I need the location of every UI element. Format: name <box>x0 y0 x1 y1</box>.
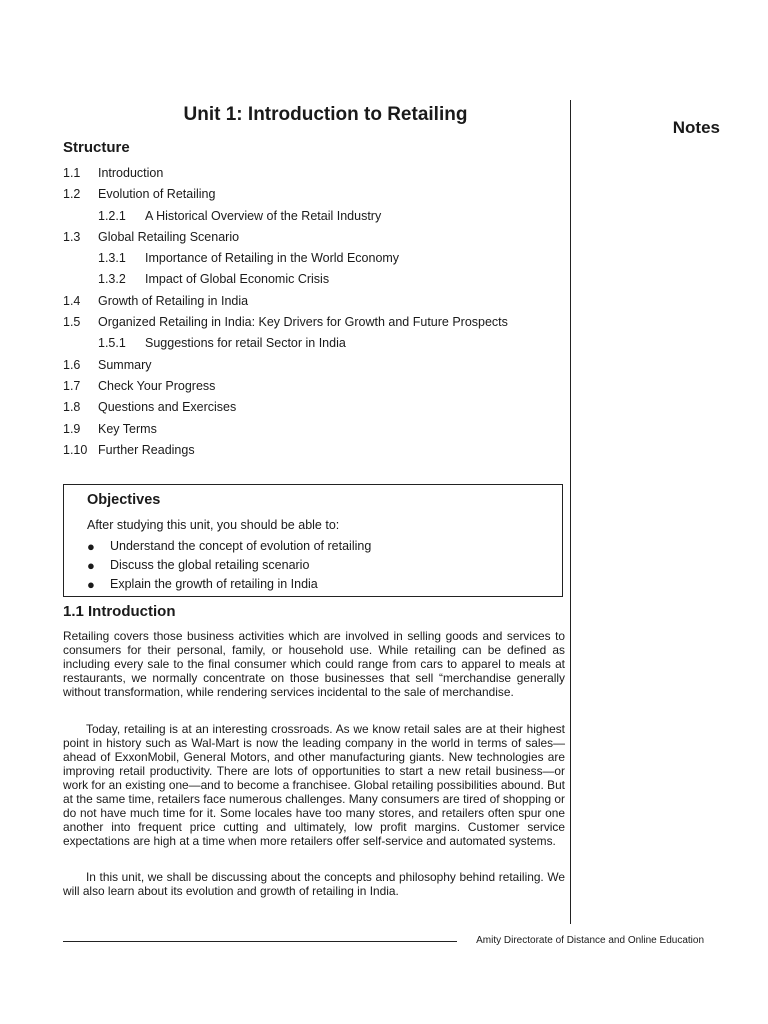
toc-number: 1.7 <box>63 378 81 393</box>
objective-text: Understand the concept of evolution of retailing <box>110 539 372 553</box>
objective-text: Explain the growth of retailing in India <box>110 577 318 591</box>
toc-number: 1.9 <box>63 421 81 436</box>
paragraph: Retailing covers those business activities which are involved in selling goods and services to consumers for their personal, family, or household use. While retailing can be defined as including every sale to the final consumer which could range from cars to apparel to meals at restaurants, we normally concentrate on those businesses that sell “merchandise generally without transformation, while rendering services incidental to the sale of merchandise. <box>63 629 565 699</box>
table-of-contents <box>63 163 563 461</box>
toc-number: 1.5.1 <box>98 336 126 351</box>
toc-number: 1.3.2 <box>98 272 126 287</box>
section-heading: 1.1 Introduction <box>63 603 176 620</box>
toc-entry <box>63 355 563 376</box>
toc-entry <box>63 184 563 205</box>
toc-text: Summary <box>98 357 152 372</box>
toc-number: 1.3.1 <box>98 251 126 266</box>
bullet-icon: ● <box>87 558 95 573</box>
toc-number: 1.2.1 <box>98 208 126 223</box>
list-item <box>87 556 371 575</box>
unit-title: Unit 1: Introduction to Retailing <box>183 104 468 125</box>
toc-entry <box>63 397 563 418</box>
toc-text: Growth of Retailing in India <box>98 293 249 308</box>
toc-text: Global Retailing Scenario <box>98 229 240 244</box>
toc-text: Key Terms <box>98 421 157 436</box>
toc-number: 1.3 <box>63 229 81 244</box>
toc-entry <box>63 227 563 248</box>
toc-number: 1.8 <box>63 400 81 415</box>
toc-text: Suggestions for retail Sector in India <box>145 336 346 351</box>
footer-rule <box>63 941 457 942</box>
toc-entry <box>63 312 563 333</box>
toc-text: Impact of Global Economic Crisis <box>145 272 330 287</box>
objectives-intro: After studying this unit, you should be able to: <box>87 518 340 532</box>
notes-label: Notes <box>672 118 720 137</box>
toc-entry <box>63 206 563 227</box>
toc-text: Further Readings <box>98 442 195 457</box>
margin-divider <box>570 100 571 924</box>
toc-entry <box>63 333 563 354</box>
footer-text: Amity Directorate of Distance and Online Education <box>476 935 704 946</box>
bullet-icon: ● <box>87 539 95 554</box>
toc-number: 1.1 <box>63 166 81 180</box>
toc-number: 1.4 <box>63 293 81 308</box>
toc-entry <box>63 440 563 461</box>
structure-heading: Structure <box>63 139 130 156</box>
toc-entry <box>63 269 563 290</box>
toc-entry <box>63 163 563 184</box>
objectives-box <box>63 484 563 597</box>
objectives-list <box>87 537 371 594</box>
toc-text: Questions and Exercises <box>98 400 237 415</box>
toc-entry <box>63 248 563 269</box>
toc-text: Importance of Retailing in the World Economy <box>145 251 400 266</box>
toc-number: 1.2 <box>63 187 81 202</box>
toc-text: Organized Retailing in India: Key Drivers for Growth and Future Prospects <box>98 315 508 330</box>
toc-entry <box>63 419 563 440</box>
objectives-heading: Objectives <box>87 492 161 508</box>
toc-text: Introduction <box>98 166 164 180</box>
paragraph: In this unit, we shall be discussing about the concepts and philosophy behind retailing. We will also learn about its evolution and growth of retailing in India. <box>63 870 565 898</box>
list-item <box>87 575 371 594</box>
bullet-icon: ● <box>87 577 95 592</box>
toc-text: A Historical Overview of the Retail Industry <box>145 208 382 223</box>
toc-number: 1.5 <box>63 315 81 330</box>
toc-number: 1.6 <box>63 357 81 372</box>
list-item <box>87 537 371 556</box>
toc-number: 1.10 <box>63 442 88 457</box>
objective-text: Discuss the global retailing scenario <box>110 558 310 572</box>
toc-text: Evolution of Retailing <box>98 187 216 202</box>
toc-entry <box>63 376 563 397</box>
paragraph: Today, retailing is at an interesting crossroads. As we know retail sales are at their highest point in history such as Wal-Mart is now the leading company in the world in terms of sales— ahead of ExxonMobil, General Motors, and other manufacturing giants. New technologies are improving retail productivity. There are lots of opportunities to start a new retail business—or work for an existing one—and to become a franchisee. Global retailing possibilities abound. But at the same time, retailers face numerous challenges. Many consumers are tired of shopping or do not have much time for it. Some locales have too many stores, and retailers often spur one another into frequent price cutting and ultimately, low profit margins. Customer service expectations are high at a time when more retailers offer self-service and automated systems. <box>63 722 565 848</box>
toc-entry <box>63 291 563 312</box>
toc-text: Check Your Progress <box>98 378 216 393</box>
